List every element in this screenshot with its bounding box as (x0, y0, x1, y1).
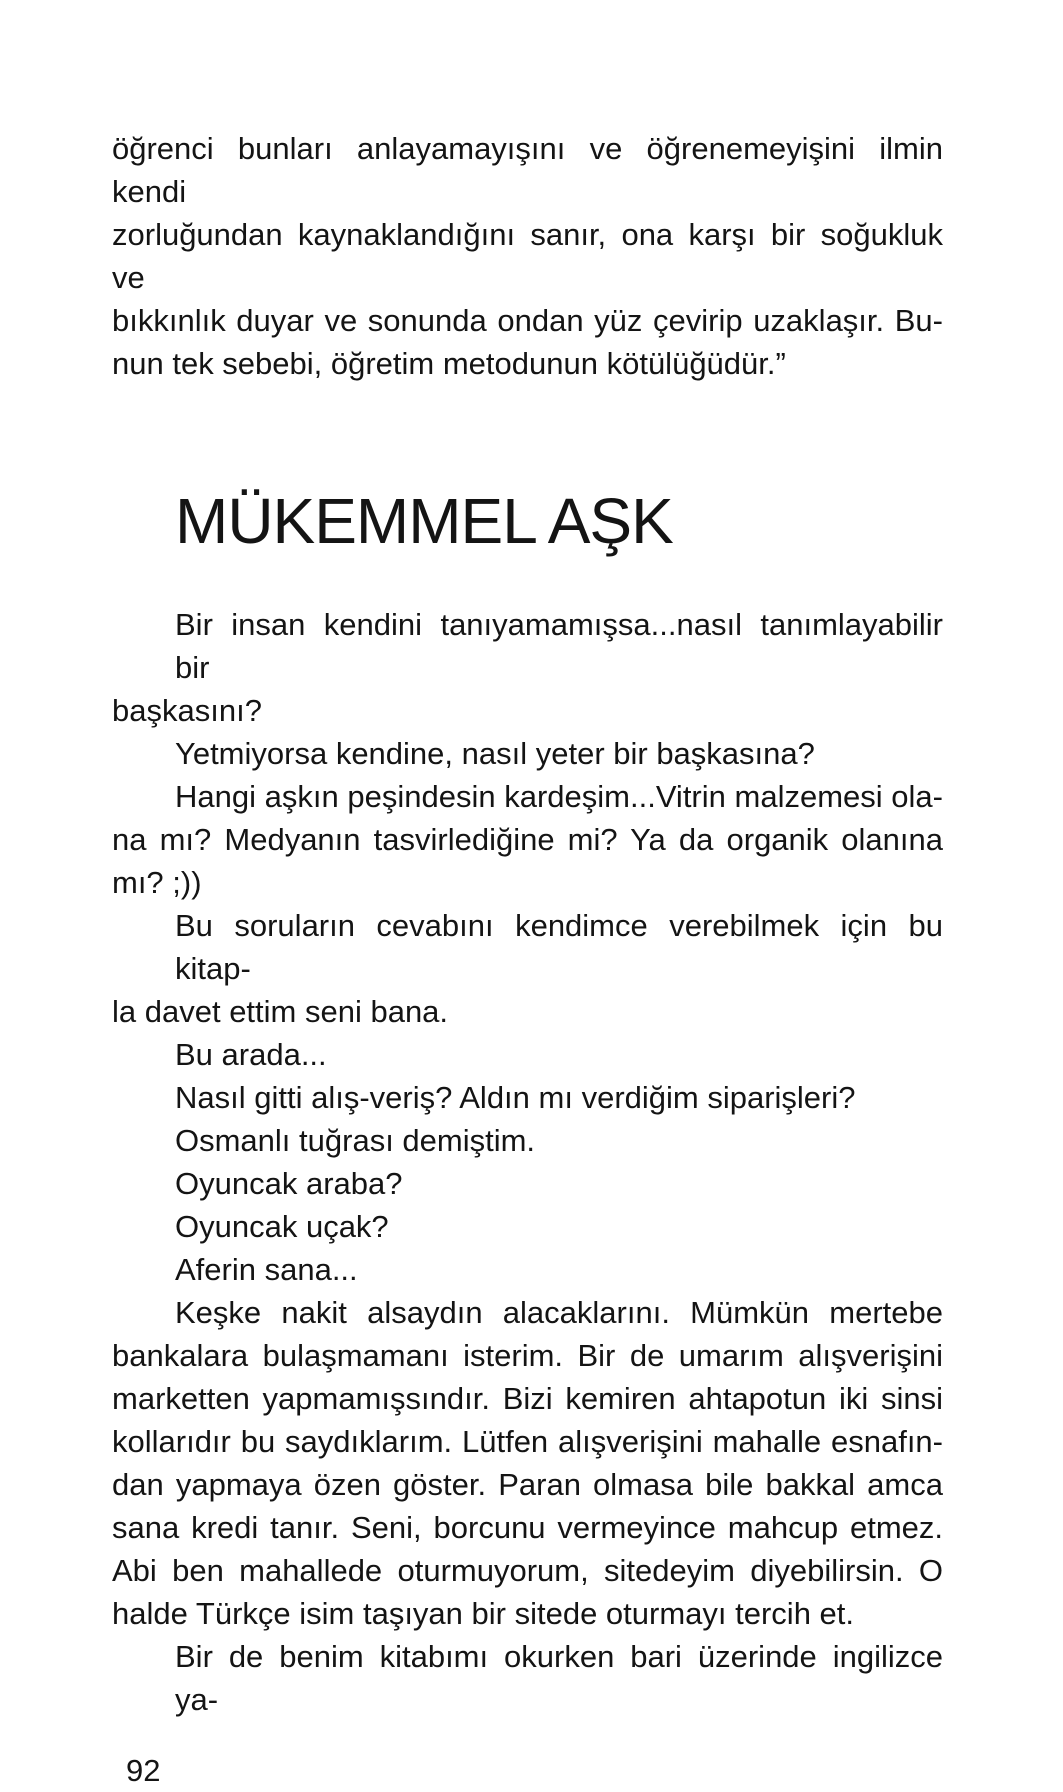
text-line: Bir de benim kitabımı okurken bari üzerinde ingilizce ya- (175, 1639, 943, 1717)
text-line: mı? ;)) (112, 865, 202, 900)
body-text (112, 603, 943, 1721)
text-line: öğrenci bunları anlayamayışını ve öğrenemeyişini ilmin kendi (112, 131, 943, 209)
text-line: Oyuncak araba? (175, 1166, 403, 1201)
text-line: bankalara bulaşmamanı isterim. Bir de umarım alışverişini (112, 1338, 943, 1373)
text-line: bıkkınlık duyar ve sonunda ondan yüz çevirip uzaklaşır. Bu- (112, 303, 943, 338)
text-line: Bu arada... (175, 1037, 327, 1072)
text-line: nun tek sebebi, öğretim metodunun kötülüğüdür.” (112, 346, 786, 381)
text-line: marketten yapmamışsındır. Bizi kemiren ahtapotun iki sinsi (112, 1381, 943, 1416)
text-line: halde Türkçe isim taşıyan bir sitede oturmayı tercih et. (112, 1596, 855, 1631)
text-line: sana kredi tanır. Seni, borcunu vermeyince mahcup etmez. (112, 1510, 943, 1545)
text-line: zorluğundan kaynaklandığını sanır, ona karşı bir soğukluk ve (112, 217, 943, 295)
text-line: Yetmiyorsa kendine, nasıl yeter bir başkasına? (175, 736, 815, 771)
text-line: kollarıdır bu saydıklarım. Lütfen alışverişini mahalle esnafın- (112, 1424, 943, 1459)
text-line: Bu soruların cevabını kendimce verebilmek için bu kitap- (175, 908, 943, 986)
intro-paragraph (112, 127, 943, 385)
text-line: dan yapmaya özen göster. Paran olmasa bile bakkal amca (112, 1467, 943, 1502)
text-line: Aferin sana... (175, 1252, 358, 1287)
text-line: Keşke nakit alsaydın alacaklarını. Mümkün mertebe (175, 1295, 943, 1330)
text-line: Nasıl gitti alış-veriş? Aldın mı verdiğim siparişleri? (175, 1080, 856, 1115)
text-line: la davet ettim seni bana. (112, 994, 449, 1029)
chapter-heading: MÜKEMMEL AŞK (175, 485, 673, 557)
text-line: Osmanlı tuğrası demiştim. (175, 1123, 536, 1158)
text-line: Oyuncak uçak? (175, 1209, 389, 1244)
text-line: başkasını? (112, 693, 262, 728)
text-line: na mı? Medyanın tasvirlediğine mi? Ya da organik olanına (112, 822, 943, 857)
text-line: Abi ben mahallede oturmuyorum, sitedeyim diyebilirsin. O (112, 1553, 943, 1588)
text-line: Hangi aşkın peşindesin kardeşim...Vitrin malzemesi ola- (175, 779, 943, 814)
page-number: 92 (126, 1753, 161, 1788)
text-line: Bir insan kendini tanıyamamışsa...nasıl tanımlayabilir bir (175, 607, 943, 685)
